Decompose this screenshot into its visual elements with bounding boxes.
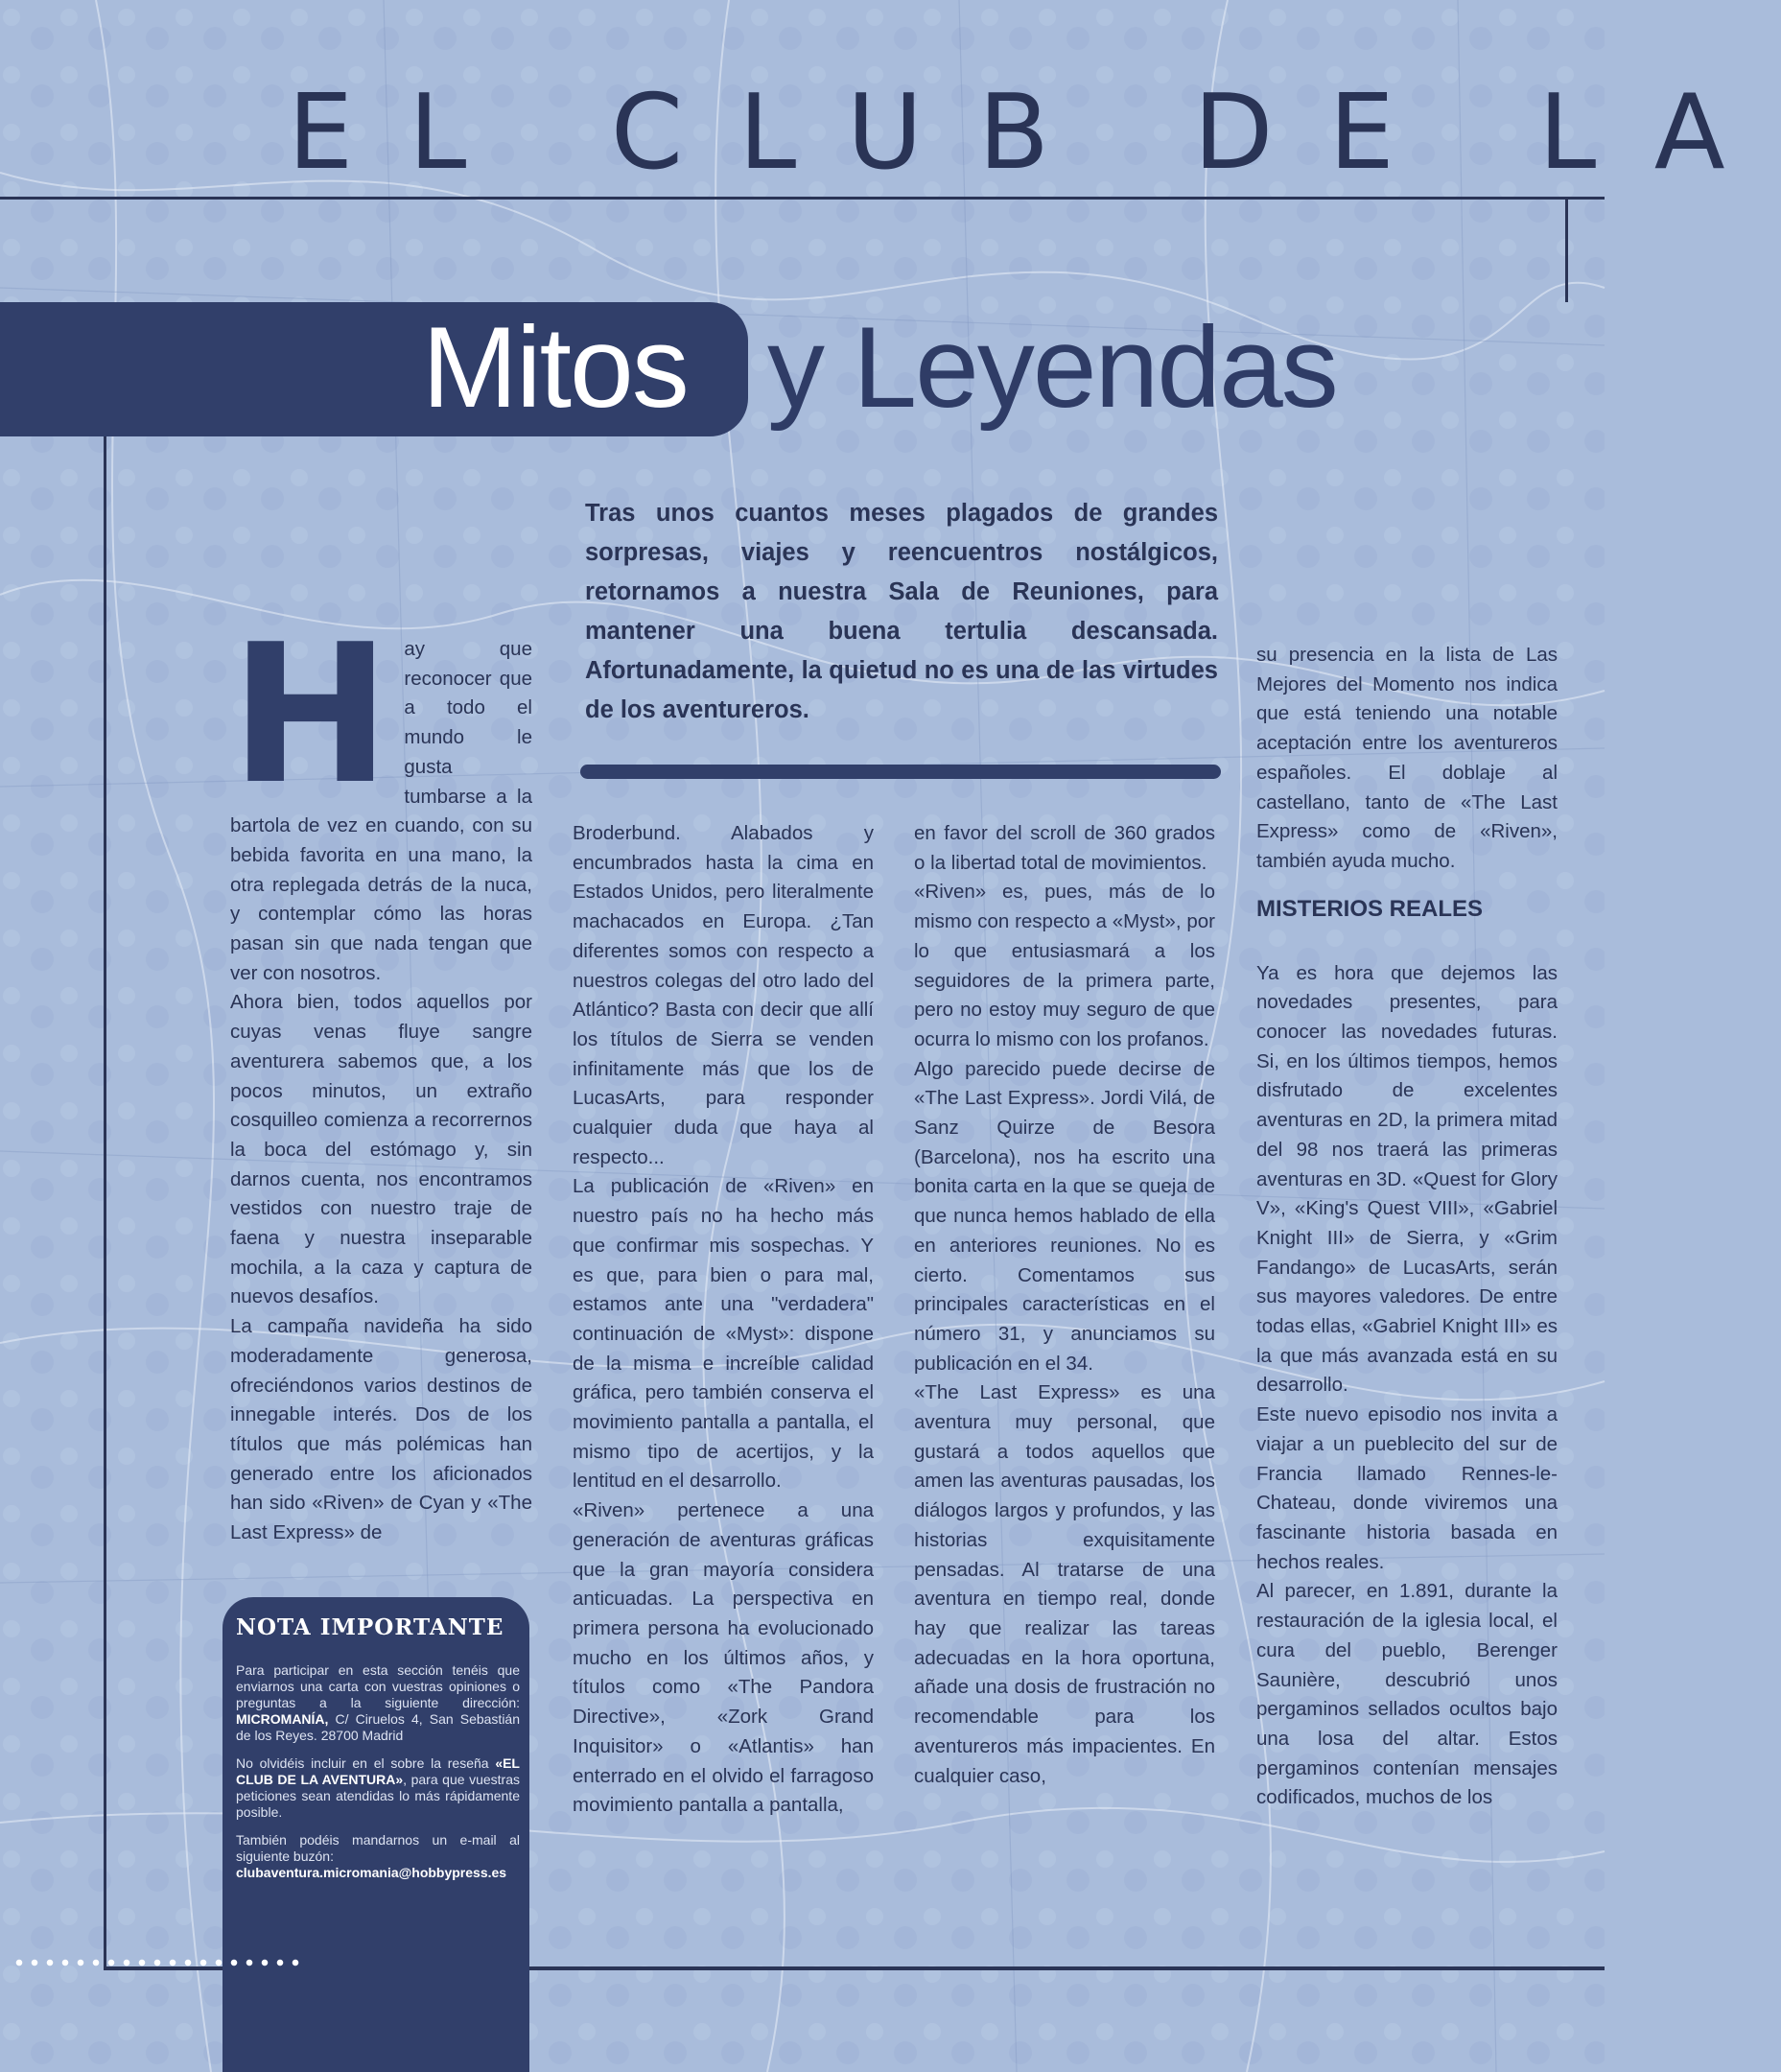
paragraph-3: Este nuevo episodio nos invita a viajar a un pueblecito del sur de Francia llamado Rennes-le-Chateau, donde viviremos una fascinante historia basada en hechos reales. [1256, 1403, 1558, 1573]
intro-divider [580, 765, 1221, 779]
note-paragraph-2 [236, 1755, 520, 1821]
headline-y-leyendas: y Leyendas [767, 303, 1337, 432]
section-title: EL CLUB DE LA [288, 73, 1781, 193]
note-paragraph-1 [236, 1662, 520, 1744]
intro-paragraph: Tras unos cuantos meses plagados de grandes sorpresas, viajes y reencuentros nostálgicos, retornamos a nuestra Sala de Reuniones, para mantener una buena tertulia descansada. Afortunadamente, la quietud no es una de las virtudes de los aventureros. [585, 500, 1218, 723]
paragraph-2: La publicación de «Riven» en nuestro país no ha hecho más que confirmar mis sospechas. Y es que, para bien o para mal, estamos ante una "verdadera" continuación de «Myst»: dispone de la misma e increíble calidad gráfica, pero también conserva el movimiento pantalla a pantalla, el mismo tipo de acertijos, y la lentitud en el desarrollo. [573, 1175, 874, 1493]
note-p2-text: No olvidéis incluir en el sobre la reseña [236, 1755, 496, 1771]
column-4 [1256, 641, 1558, 1813]
column-3 [914, 819, 1215, 1791]
note-section-name: «EL CLUB DE LA AVENTURA» [236, 1755, 520, 1787]
paragraph-3: «Riven» pertenece a una generación de aventuras gráficas que la gran mayoría considera anticuadas. La perspectiva en primera persona ha evolucionado mucho en los últimos años, y títulos como «The Pandora Directive», «Zork Grand Inquisitor» o «Atlantis» han enterrado en el olvido el farragoso movimiento pantalla a pantalla, [573, 1499, 874, 1817]
paragraph-2: «Riven» es, pues, más de lo mismo con respecto a «Myst», por lo que entusiasmará a los seguidores de la primera parte, pero no estoy muy seguro de que ocurra lo mismo con los profanos. [914, 881, 1215, 1050]
drop-cap: H [230, 603, 391, 827]
headline-word-mitos: Mitos [422, 303, 688, 432]
paragraph-4: «The Last Express» es una aventura muy personal, que gustará a todos aquellos que amen las aventuras pausadas, los diálogos largos y profundos, y las historias exquisitamente pensadas. Al tratarse de una aventura en tiempo real, donde hay que realizar las tareas adecuadas en la hora oportuna, añade una dosis de frustración no recomendable para los aventureros más impacientes. En cualquier caso, [914, 1381, 1215, 1787]
note-paragraph-3 [236, 1832, 520, 1881]
frame-right-rule [1565, 197, 1568, 302]
paragraph-2: Ya es hora que dejemos las novedades presentes, para conocer las novedades futuras. Si, en los últimos tiempos, hemos disfrutado de excelentes aventuras en 2D, la primera mitad del 98 nos traerá las primeras aventuras en 3D. «Quest for Glory V», «King's Quest VIII», «Gabriel Knight III» de Sierra, y «Grim Fandango» de LucasArts, serán sus mayores valedores. De entre todas ellas, «Gabriel Knight III» es la que más avanzada está en su desarrollo. [1256, 961, 1558, 1397]
paragraph-4: Al parecer, en 1.891, durante la restauración de la iglesia local, el cura del pueblo, Berenger Saunière, descubrió unos pergaminos sellados ocultos bajo una losa del altar. Estos pergaminos contenían mensajes codificados, muchos de los [1256, 1580, 1558, 1809]
paragraph-1: en favor del scroll de 360 grados o la libertad total de movimientos. [914, 822, 1215, 874]
paragraph-3: Algo parecido puede decirse de «The Last Express». Jordi Vilá, de Sanz Quirze de Besora (Barcelona), nos ha escrito una bonita carta en la que se queja de que nunca hemos hablado de ella en anteriores reuniones. No es cierto. Comentamos sus principales características en el número 31, y anunciamos su publicación en el 34. [914, 1057, 1215, 1375]
note-p1-text: Para participar en esta sección tenéis que enviarnos una carta con vuestras opiniones o preguntas a la siguiente dirección: [236, 1662, 520, 1710]
note-p3-text: También podéis mandarnos un e-mail al siguiente buzón: [236, 1832, 520, 1864]
header-rule [0, 197, 1605, 200]
note-email: clubaventura.micromania@hobbypress.es [236, 1865, 507, 1880]
subheading-misterios-reales: MISTERIOS REALES [1256, 895, 1484, 922]
note-box [223, 1597, 529, 2072]
dotted-divider [12, 1957, 299, 1968]
paragraph-3: La campaña navideña ha sido moderadamente generosa, ofreciéndonos varios destinos de innegable interés. Dos de los títulos que más polémicas han generado entre los aficionados han sido «Riven» de Cyan y «The Last Express» de [230, 1315, 532, 1544]
note-magazine-name: MICROMANÍA, [236, 1711, 329, 1727]
column-1 [230, 603, 532, 1548]
paragraph-2: Ahora bien, todos aquellos por cuyas venas fluye sangre aventurera sabemos que, a los pocos minutos, un extraño cosquilleo comienza a recorrernos la boca del estómago y, sin darnos cuenta, nos encontramos vestidos con nuestro traje de faena y nuestra inseparable mochila, a la caza y captura de nuevos desafíos. [230, 991, 532, 1308]
note-title: NOTA IMPORTANTE [236, 1614, 504, 1640]
note-address: C/ Ciruelos 4, San Sebastián de los Reyes. 28700 Madrid [236, 1711, 520, 1743]
column-2 [573, 819, 874, 1821]
paragraph-1: Broderbund. Alabados y encumbrados hasta la cima en Estados Unidos, pero literalmente machacados en Europa. ¿Tan diferentes somos con respecto a nuestros colegas del otro lado del Atlántico? Basta con decir que allí los títulos de Sierra se venden infinitamente más que los de LucasArts, para responder cualquier duda que haya al respecto... [573, 822, 874, 1168]
note-body [236, 1662, 520, 1893]
paragraph-1: su presencia en la lista de Las Mejores del Momento nos indica que está teniendo una notable aceptación entre los aventureros españoles. El doblaje al castellano, tanto de «The Last Express» como de «Riven», también ayuda mucho. [1256, 644, 1558, 872]
paragraph-1 [230, 603, 532, 988]
note-p2-end: , para que vuestras peticiones sean atendidas lo más rápidamente posible. [236, 1772, 520, 1820]
frame-left-rule [104, 436, 106, 1966]
paragraph-1-text: ay que reconocer que a todo el mundo le gusta tumbarse a la bartola de vez en cuando, con su bebida favorita en una mano, la otra replegada detrás de la nuca, y contemplar cómo las horas pasan sin que nada tengan que ver con nosotros. [230, 638, 532, 984]
